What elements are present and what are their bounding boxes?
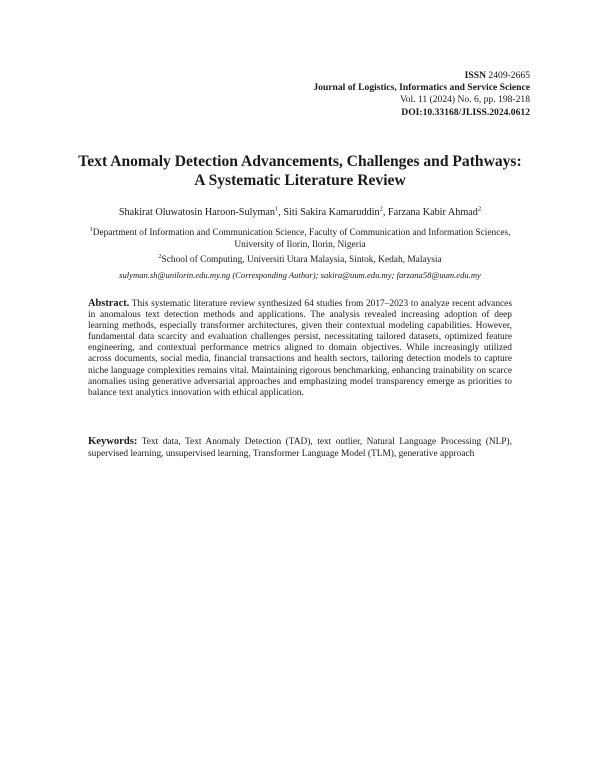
author-name: Farzana Kabir Ahmad xyxy=(387,207,478,218)
author-name: Shakirat Oluwatosin Haroon-Sulyman xyxy=(118,207,276,218)
journal-header xyxy=(313,70,530,119)
affiliation-text: Department of Information and Communication Science, Faculty of Communication and Information Sciences, University of Ilorin, Ilorin, Nigeria xyxy=(92,228,511,250)
affiliation-1 xyxy=(70,227,530,251)
abstract-text: This systematic literature review synthesized 64 studies from 2017–2023 to analyze recent advances in anomalous text detection methods and applications. The analysis revealed increasing adoption of deep learning methods, especially transformer architectures, given their contextual modeling capabilities. However, fundamental data scarcity and evaluation challenges persist, necessitating tailored datasets, optimized feature engineering, and contextual performance metrics aligned to domain objectives. While increasingly utilized across documents, social media, financial transactions and health sectors, tailoring detection models to capture niche language complexities remains vital. Maintaining rigorous benchmarking, enhancing trainability on scarce anomalies using generative adversarial approaches and emphasizing model transparency emerge as priorities to balance text analytics innovation with ethical application. xyxy=(88,299,512,398)
author-list xyxy=(40,206,560,219)
volume-info: Vol. 11 (2024) No. 6, pp. 198-218 xyxy=(399,94,530,106)
paper-title xyxy=(50,152,550,190)
author-name: Siti Sakira Kamaruddin xyxy=(283,207,380,218)
author-affil-mark: 1 xyxy=(275,205,279,213)
affiliation-mark: 1 xyxy=(89,225,93,233)
doi: DOI:10.33168/JLISS.2024.0612 xyxy=(401,106,530,118)
author-1 xyxy=(119,207,284,218)
keywords-text: Text data, Text Anomaly Detection (TAD), text outlier, Natural Language Processing (NLP), supervised learning, unsupervised learning, Transformer Language Model (TLM), generative approach xyxy=(88,437,512,459)
author-2 xyxy=(283,207,388,218)
journal-name: Journal of Logistics, Informatics and Service Science xyxy=(313,82,530,94)
affiliation-2 xyxy=(70,254,530,266)
issn-line xyxy=(313,70,530,82)
title-line-1: Text Anomaly Detection Advancements, Challenges and Pathways: xyxy=(78,153,522,170)
affiliation-text: School of Computing, Universiti Utara Malaysia, Sintok, Kedah, Malaysia xyxy=(161,255,442,265)
author-affil-mark: 2 xyxy=(379,205,383,213)
author-affil-mark: 2 xyxy=(477,205,482,213)
title-line-2: A Systematic Literature Review xyxy=(194,172,406,189)
issn-value: 2409-2665 xyxy=(488,70,530,81)
abstract xyxy=(88,298,512,399)
keywords xyxy=(88,436,512,460)
author-emails: sulyman.sh@unilorin.edu.my.ng (Corresponding Author); sakira@uum.edu.my; farzana58@uum.edu.my xyxy=(119,270,481,280)
author-separator: , xyxy=(278,207,284,218)
abstract-label: Abstract. xyxy=(88,298,130,309)
keywords-label: Keywords: xyxy=(88,436,138,447)
issn-label: ISSN xyxy=(464,70,487,81)
author-3 xyxy=(388,207,481,218)
affiliation-mark: 2 xyxy=(158,252,162,260)
author-separator: , xyxy=(382,207,388,218)
